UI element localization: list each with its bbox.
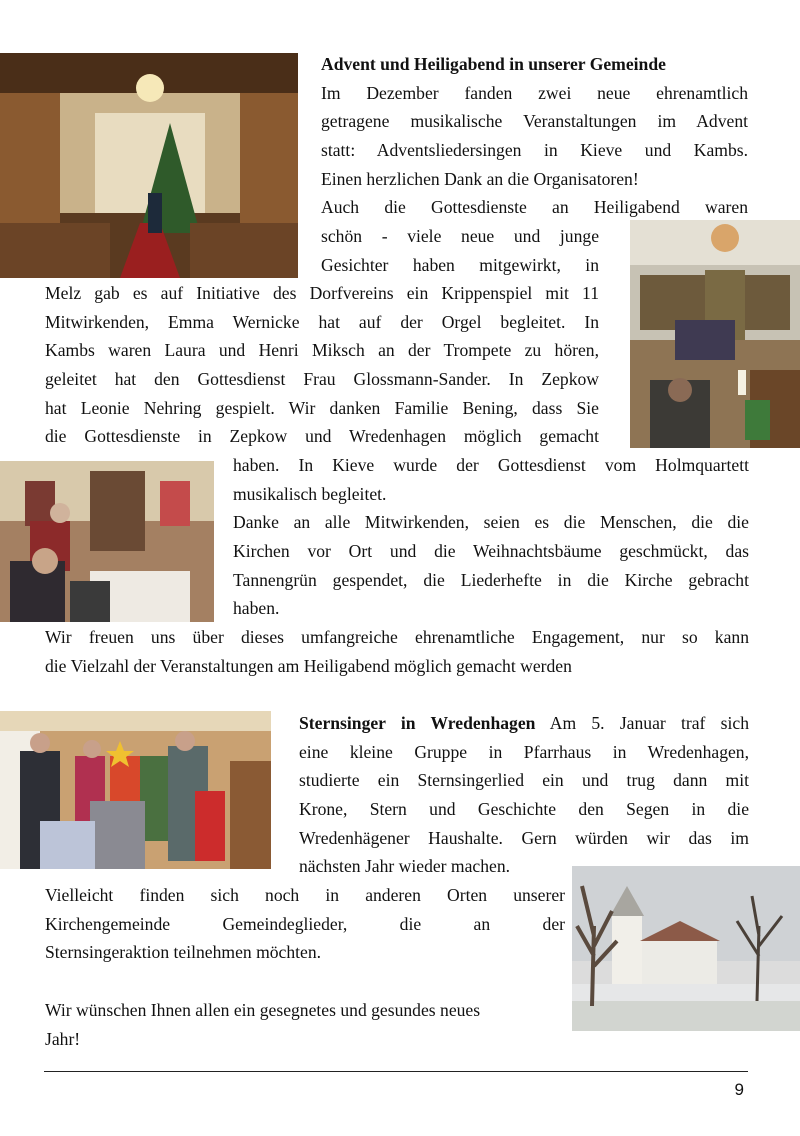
article1-closing <box>45 623 749 680</box>
article1-line: musikalisch begleitet. <box>233 483 387 504</box>
article2-line: Wredenhägener Haushalte. Gern würden wir das im <box>299 827 749 848</box>
page-number: 9 <box>734 1080 744 1099</box>
church-organ-photo <box>0 461 214 622</box>
article2-line: Kirchengemeinde Gemeindeglieder, die an der <box>45 913 565 934</box>
church-nativity-photo <box>630 220 800 448</box>
sternsinger-group-photo <box>0 711 271 869</box>
article1-intro <box>321 50 748 222</box>
article2-line: Vielleicht finden sich noch in anderen Orten unserer <box>45 885 565 905</box>
article2-first-line: Sternsinger in Wredenhagen Am 5. Januar traf sich <box>299 713 749 733</box>
article1-line: Kirchen vor Ort und die Weihnachtsbäume geschmückt, das <box>233 541 749 562</box>
closing-line: Wir wünschen Ihnen allen ein gesegnetes und gesundes neues <box>45 1000 481 1020</box>
church-winter-photo <box>572 866 800 1031</box>
article2-line: Krone, Stern und Geschichte den Segen in die <box>299 799 749 820</box>
article1-line: Einen herzlichen Dank an die Organisatoren! <box>321 168 639 189</box>
closing-greeting <box>45 996 565 1053</box>
closing-line: Jahr! <box>45 1028 81 1049</box>
article2-line: studierte ein Sternsingerlied ein und trug dann mit <box>299 770 749 791</box>
article1-line: getragene musikalische Veranstaltungen im Advent <box>321 111 748 132</box>
article1-line: schön - viele neue und junge <box>321 226 599 246</box>
article1-line: Auch die Gottesdienste an Heiligabend waren <box>321 197 748 218</box>
article1-title: Advent und Heiligabend in unserer Gemeinde <box>321 54 666 74</box>
article2-title: Sternsinger in Wredenhagen <box>299 713 536 733</box>
article1-line: Tannengrün gespendet, die Liederhefte in die Kirche gebracht <box>233 569 749 590</box>
article2-line: eine kleine Gruppe in Pfarrhaus in Wredenhagen, <box>299 741 749 762</box>
article1-line: die Vielzahl der Veranstaltungen am Heiligabend möglich gemacht werden <box>45 655 572 676</box>
article1-line: Danke an alle Mitwirkenden, seien es die Menschen, die die <box>233 512 749 533</box>
article2-top <box>299 709 749 881</box>
article2-bottom <box>45 881 565 967</box>
article2-line: nächsten Jahr wieder machen. <box>299 856 511 877</box>
article1-line: haben. <box>233 598 280 619</box>
article1-line: geleitet hat den Gottesdienst Frau Glossmann-Sander. In Zepkow <box>45 369 599 390</box>
article1-line: Im Dezember fanden zwei neue ehrenamtlich <box>321 82 748 103</box>
article1-line: haben. In Kieve wurde der Gottesdienst vom Holmquartett <box>233 455 749 475</box>
article1-line: hat Leonie Nehring gespielt. Wir danken Familie Bening, dass Sie <box>45 397 599 418</box>
article1-line: die Gottesdienste in Zepkow und Wredenhagen möglich gemacht <box>45 426 599 447</box>
article1-line: statt: Adventsliedersingen in Kieve und Kambs. <box>321 140 748 161</box>
article1-narrow <box>321 222 599 279</box>
article1-body <box>45 279 599 451</box>
article1-line: Kambs waren Laura und Henri Miksch an der Trompete zu hören, <box>45 340 599 361</box>
article1-line: Wir freuen uns über dieses umfangreiche ehrenamtliche Engagement, nur so kann <box>45 627 749 647</box>
article1-line: Mitwirkenden, Emma Wernicke hat auf der Orgel begleitet. In <box>45 311 599 332</box>
article1-line: Melz gab es auf Initiative des Dorfvereins ein Krippenspiel mit 11 <box>45 283 599 303</box>
article2-line: Sternsingeraktion teilnehmen möchten. <box>45 942 322 963</box>
article1-line: Gesichter haben mitgewirkt, in <box>321 254 599 275</box>
church-interior-photo <box>0 53 298 278</box>
article1-right-col <box>233 451 749 623</box>
footer-rule <box>44 1071 748 1072</box>
